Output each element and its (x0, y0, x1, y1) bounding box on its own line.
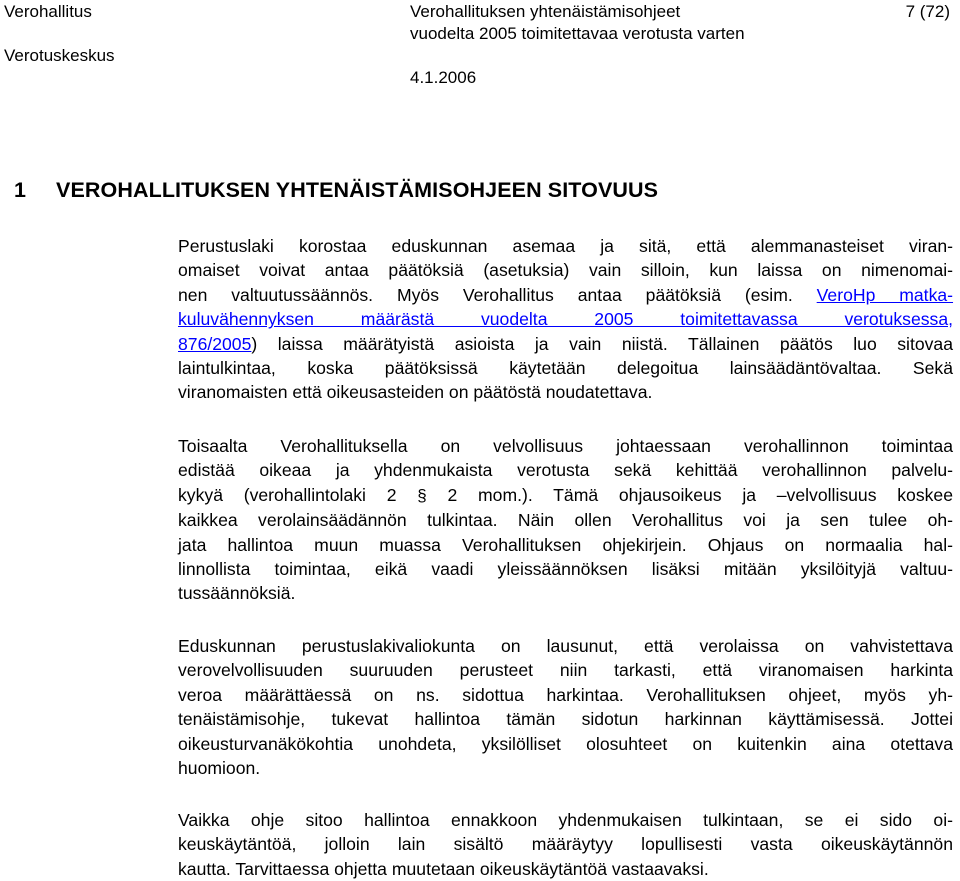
p3-line: oikeusturvanäkökohtia unohdeta, yksilölliset olosuhteet on kuitenkin aina otettava (178, 733, 953, 754)
header-org: Verohallitus (4, 2, 92, 21)
p1-line-text: nen valtuutussäännös. Myös Verohallitus antaa päätöksiä (esim. (178, 284, 793, 305)
p2-line: edistää oikeaa ja yhdenmukaista verotusta sekä kehittää verohallinnon palvelu- (178, 460, 953, 481)
header-date: 4.1.2006 (410, 68, 477, 87)
p2-line-text: 2 mom.). Tämä ohjausoikeus ja –velvollisuus koskee (447, 484, 954, 505)
p1-line-text: ) laissa määrätyistä asioista ja vain niistä. Tällainen päätös luo sitovaa (251, 333, 953, 354)
decision-link-part[interactable]: kuluvähennyksen määrästä vuodelta 2005 toimitettavassa verotuksessa, (178, 309, 953, 330)
p1-line: omaiset voivat antaa päätöksiä (asetuksia) vain silloin, kun laissa on nimenomai- (178, 260, 953, 281)
header-page-number: 7 (72) (905, 2, 950, 21)
p2-line-text: kykyä (verohallintolaki 2 (178, 484, 397, 505)
paragraph-3 (178, 634, 953, 780)
p2-line (178, 483, 953, 508)
header-doc-title-line1: Verohallituksen yhtenäistämisohjeet (410, 2, 681, 21)
header-doc-title-line2: vuodelta 2005 toimitettavaa verotusta varten (410, 24, 745, 43)
p4-line: kautta. Tarvittaessa ohjetta muutetaan oikeuskäytäntöä vastaavaksi. (178, 858, 709, 879)
p1-line (178, 283, 953, 307)
p2-line: jata hallintoa muun muassa Verohallituksen ohjekirjein. Ohjaus on normaalia hal- (178, 534, 953, 555)
p3-line: huomioon. (178, 758, 261, 779)
p2-line: linnollista toimintaa, eikä vaadi yleissäännöksen lisäksi mitään yksilöityjä valtuu- (178, 559, 953, 580)
p3-line: veroa määrättäessä on ns. sidottua harkintaa. Verohallituksen ohjeet, myös yh- (178, 684, 953, 705)
section-sign-icon: § (417, 485, 427, 505)
paragraph-1 (178, 234, 953, 405)
p3-line: Eduskunnan perustuslakivaliokunta on lausunut, että verolaissa on vahvistettava (178, 636, 953, 656)
p1-line: viranomaisten että oikeusasteiden on päätöstä noudatettava. (178, 382, 653, 403)
p2-line: Toisaalta Verohallituksella on velvollisuus johtaessaan verohallinnon toimintaa (178, 436, 953, 456)
p1-line: laintulkintaa, koska päätöksissä käytetään delegoitua lainsäädäntövaltaa. Sekä (178, 358, 953, 379)
p2-line: kaikkea verolainsäädännön tulkintaa. Näin ollen Verohallitus voi ja sen tulee oh- (178, 510, 953, 531)
header-unit: Verotuskeskus (4, 46, 115, 65)
p2-line: tussäännöksiä. (178, 583, 296, 604)
p1-line: Perustuslaki korostaa eduskunnan asemaa ja sitä, että alemmanasteiset viran- (178, 236, 953, 256)
p4-line: keuskäytäntöä, jolloin lain sisältö määräytyy lopullisesti vasta oikeuskäytännön (178, 834, 953, 855)
paragraph-2 (178, 434, 953, 606)
p1-line (178, 307, 953, 331)
section-title: VEROHALLITUKSEN YHTENÄISTÄMISOHJEEN SITOVUUS (56, 178, 659, 202)
paragraph-4 (178, 808, 953, 881)
decision-link-part[interactable]: VeroHp matka- (816, 284, 954, 305)
p4-line: Vaikka ohje sitoo hallintoa ennakkoon yhdenmukaisen tulkintaan, se ei sido oi- (178, 810, 953, 830)
section-number: 1 (14, 178, 27, 202)
decision-link-number[interactable]: 876/2005 (178, 333, 252, 354)
section-heading (14, 178, 658, 203)
p1-line (178, 332, 953, 356)
p3-line: verovelvollisuuden suuruuden perusteet niin tarkasti, että viranomaisen harkinta (178, 660, 953, 681)
p3-line: tenäistämisohje, tukevat hallintoa tämän sidotun harkinnan käyttämisessä. Jottei (178, 709, 953, 730)
